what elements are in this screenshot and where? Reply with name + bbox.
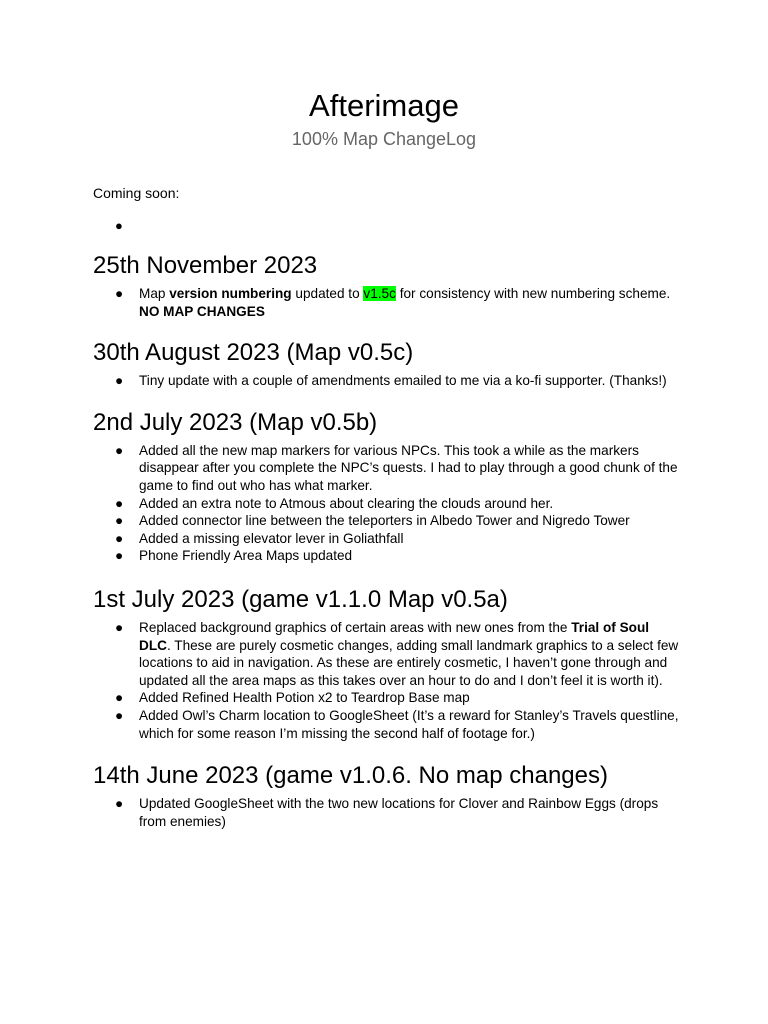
- list-item: [93, 285, 683, 320]
- changelog-section: [93, 407, 683, 565]
- changelog-list: [93, 442, 683, 565]
- highlighted-version: v1.5c: [363, 286, 396, 301]
- page-title: Afterimage: [309, 88, 459, 123]
- section-heading: 30th August 2023 (Map v0.5c): [93, 339, 414, 367]
- list-item: [93, 707, 683, 742]
- item-text: Added Owl’s Charm location to GoogleSheet (It’s a reward for Stanley’s Travels questline, which for some reason I’m missing the second half of footage for.): [139, 707, 679, 741]
- item-text: . These are purely cosmetic changes, adding small landmark graphics to a select few locations to aid in navigation. As these are entirely cosmetic, I haven’t gone through and updated all the area maps as this takes over an hour to do and I don’t feel it is worth it).: [139, 637, 679, 688]
- section-heading: 25th November 2023: [93, 252, 318, 279]
- list-item: [93, 512, 683, 530]
- bullet-icon: ●: [115, 286, 124, 301]
- bullet-icon: ●: [115, 796, 124, 812]
- list-item: [93, 442, 683, 495]
- item-text: Added connector line between the teleporters in Albedo Tower and Nigredo Tower: [139, 513, 630, 529]
- coming-soon-list: [93, 217, 683, 237]
- changelog-section: [93, 337, 683, 390]
- bullet-icon: ●: [115, 442, 124, 458]
- bullet-icon: ●: [115, 218, 123, 233]
- changelog-section: [93, 584, 683, 742]
- list-item: [93, 795, 683, 830]
- bullet-icon: ●: [115, 619, 124, 635]
- item-text: Tiny update with a couple of amendments emailed to me via a ko-fi supporter. (Thanks!): [139, 373, 667, 389]
- coming-soon-label: Coming soon:: [93, 185, 180, 201]
- changelog-list: [93, 795, 683, 830]
- bullet-icon: ●: [115, 530, 124, 546]
- item-text: Phone Friendly Area Maps updated: [139, 548, 353, 564]
- changelog-list: [93, 619, 683, 742]
- changelog-sections: [93, 250, 683, 830]
- section-heading: 1st July 2023 (game v1.1.0 Map v0.5a): [93, 585, 508, 613]
- bullet-icon: ●: [115, 690, 124, 706]
- item-text: updated to: [291, 286, 364, 301]
- bullet-icon: ●: [115, 495, 124, 511]
- document-body: [93, 183, 683, 830]
- item-text: Added a missing elevator lever in Goliathfall: [139, 530, 404, 546]
- item-text: Map: [139, 286, 170, 301]
- list-item: [93, 495, 683, 513]
- bold-text: NO MAP CHANGES: [139, 303, 265, 319]
- changelog-section: [93, 250, 683, 320]
- bold-text: version numbering: [169, 286, 292, 301]
- item-text: for consistency with new numbering scheme.: [395, 286, 671, 301]
- item-text: Replaced background graphics of certain areas with new ones from the: [139, 619, 572, 635]
- list-item: [93, 372, 683, 390]
- list-item: [93, 530, 683, 548]
- bullet-icon: ●: [115, 548, 124, 564]
- changelog-list: [93, 372, 683, 390]
- item-text: Updated GoogleSheet with the two new locations for Clover and Rainbow Eggs (drops from enemies): [139, 796, 659, 829]
- bold-text: Trial of Soul DLC: [139, 619, 650, 653]
- item-text: Added all the new map markers for various NPCs. This took a while as the markers disappear after you complete the NPC’s quests. I had to play through a good chunk of the game to find out who has what marker.: [139, 442, 678, 493]
- list-item: [93, 217, 683, 237]
- list-item: [93, 689, 683, 707]
- item-text: Added Refined Health Potion x2 to Teardrop Base map: [139, 690, 470, 706]
- section-heading: 14th June 2023 (game v1.0.6. No map changes): [93, 762, 608, 790]
- list-item: [93, 547, 683, 565]
- bullet-icon: ●: [115, 513, 124, 529]
- bullet-icon: ●: [115, 373, 124, 389]
- list-item: [93, 619, 683, 689]
- page-subtitle: 100% Map ChangeLog: [291, 129, 477, 149]
- section-heading: 2nd July 2023 (Map v0.5b): [93, 408, 378, 436]
- changelog-list: [93, 285, 683, 320]
- bullet-icon: ●: [115, 707, 124, 723]
- changelog-section: [93, 760, 683, 830]
- item-text: Added an extra note to Atmous about clearing the clouds around her.: [139, 495, 554, 511]
